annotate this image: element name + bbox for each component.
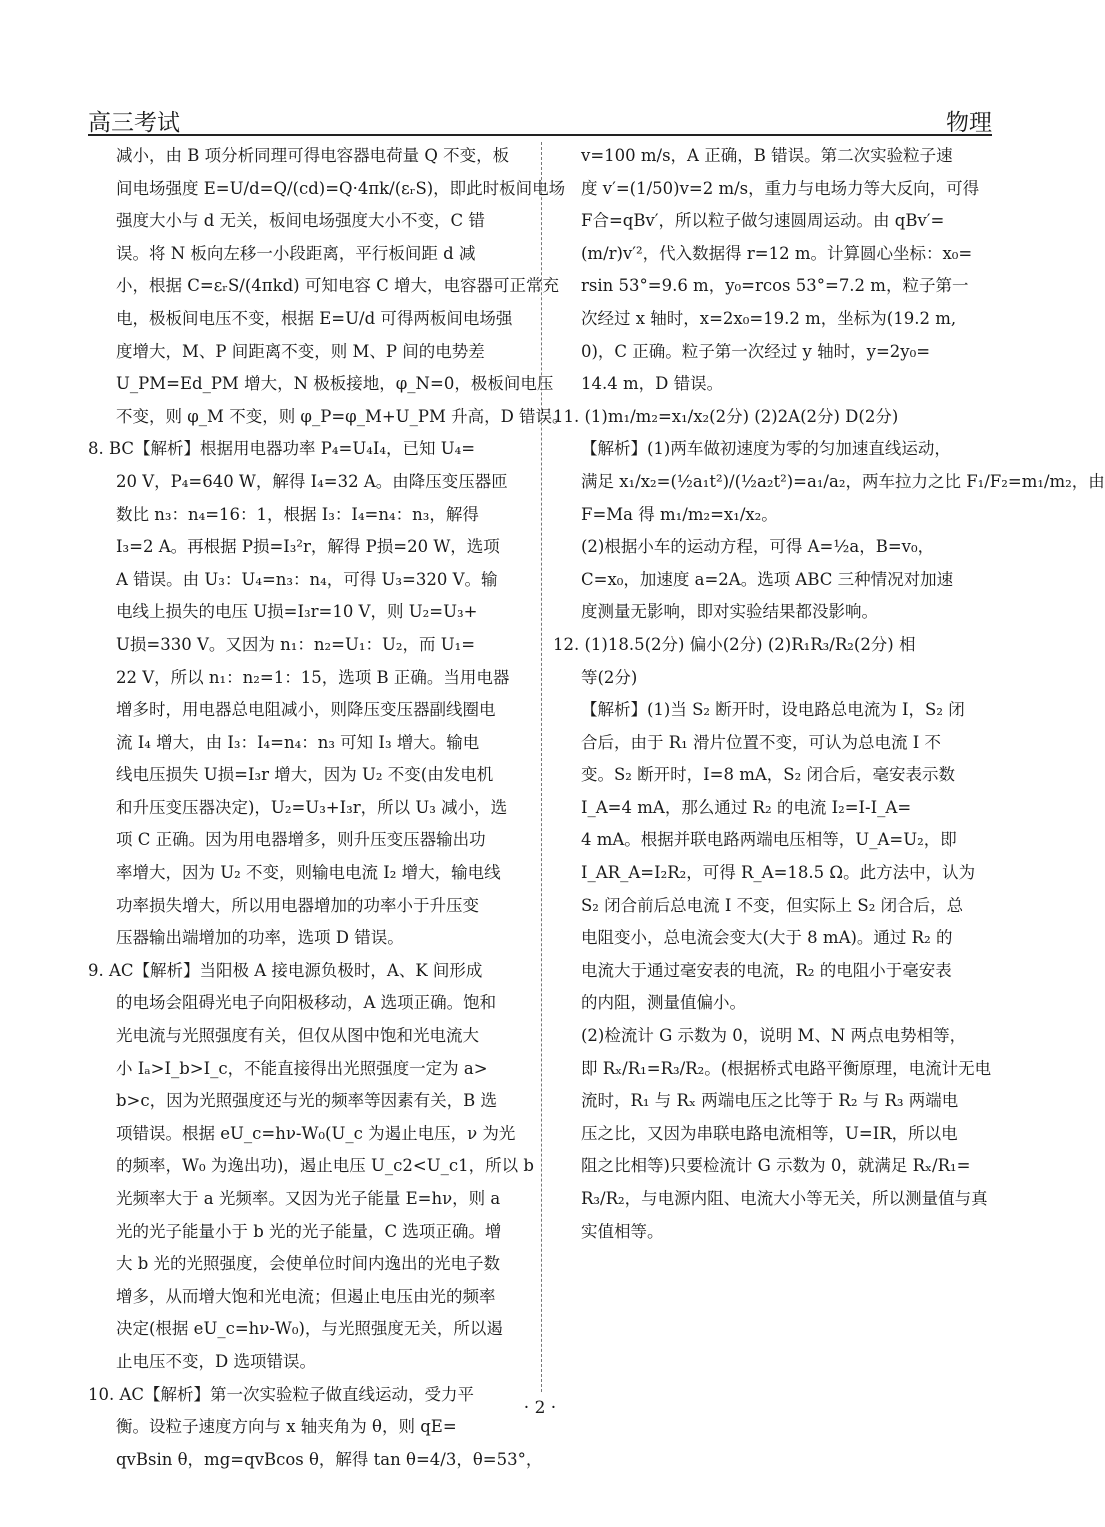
text-line: 光频率大于 a 光频率。又因为光子能量 E=hν，则 a xyxy=(116,1189,501,1208)
text-line: 4 mA。根据并联电路两端电压相等，U_A=U₂，即 xyxy=(581,830,957,850)
text-line: (2)根据小车的运动方程，可得 A=½a，B=v₀， xyxy=(581,537,935,557)
text-line: 9. AC【解析】当阳极 A 接电源负极时，A、K 间形成 xyxy=(88,960,483,980)
text-line: C=x₀，加速度 a=2A。选项 ABC 三种情况对加速 xyxy=(581,569,954,589)
text-line: 【解析】(1)两车做初速度为零的匀加速直线运动， xyxy=(581,439,951,459)
text-line: 20 V，P₄=640 W，解得 I₄=32 A。由降压变压器匝 xyxy=(116,471,508,491)
text-line: 大 b 光的光照强度，会使单位时间内逸出的光电子数 xyxy=(116,1254,501,1274)
text-line: 的内阻，测量值偏小。 xyxy=(581,993,746,1013)
text-line: (m/r)v′²，代入数据得 r=12 m。计算圆心坐标：x₀= xyxy=(581,243,973,263)
text-line: 衡。设粒子速度方向与 x 轴夹角为 θ，则 qE= xyxy=(116,1417,457,1437)
text-line: S₂ 闭合前后总电流 I 不变，但实际上 S₂ 闭合后，总 xyxy=(581,895,964,915)
text-line: 误。将 N 板向左移一小段距离，平行板间距 d 减 xyxy=(116,243,476,263)
text-line: 10. AC【解析】第一次实验粒子做直线运动，受力平 xyxy=(88,1384,475,1404)
text-line: 功率损失增大，所以用电器增加的功率小于升压变 xyxy=(116,895,479,915)
text-line: U损=330 V。又因为 n₁：n₂=U₁：U₂，而 U₁= xyxy=(116,634,476,654)
text-line: 增多，从而增大饱和光电流；但遏止电压由光的频率 xyxy=(116,1286,496,1306)
text-line: 项错误。根据 eU_c=hν-W₀(U_c 为遏止电压，ν 为光 xyxy=(116,1123,516,1143)
text-line: 和升压变压器决定)，U₂=U₃+I₃r，所以 U₃ 减小，选 xyxy=(116,797,508,817)
text-line: 率增大，因为 U₂ 不变，则输电电流 I₂ 增大，输电线 xyxy=(116,863,501,883)
text-line: 光电流与光照强度有关，但仅从图中饱和光电流大 xyxy=(116,1026,479,1046)
text-line: I_A=4 mA，那么通过 R₂ 的电流 I₂=I-I_A= xyxy=(581,797,912,817)
text-line: 电流大于通过毫安表的电流，R₂ 的电阻小于毫安表 xyxy=(581,960,952,980)
text-line: 22 V，所以 n₁：n₂=1：15，选项 B 正确。当用电器 xyxy=(116,667,510,687)
text-line: 增多时，用电器总电阻减小，则降压变压器副线圈电 xyxy=(116,700,496,720)
text-line: 的频率，W₀ 为逸出功)，遏止电压 U_c2<U_c1，所以 b xyxy=(116,1156,534,1176)
text-line: U_PM=Ed_PM 增大，N 极板接地，φ_N=0，极板间电压 xyxy=(116,374,554,394)
text-line: 数比 n₃：n₄=16：1，根据 I₃：I₄=n₄：n₃，解得 xyxy=(116,504,479,524)
text-line: 11. (1)m₁/m₂=x₁/x₂(2分) (2)2A(2分) D(2分) xyxy=(553,406,899,426)
text-line: 电，极板间电压不变，根据 E=U/d 可得两板间电场强 xyxy=(116,308,513,328)
text-line: 即 Rₓ/R₁=R₃/R₂。(根据桥式电路平衡原理，电流计无电 xyxy=(581,1058,992,1078)
text-line: rsin 53°=9.6 m，y₀=rcos 53°=7.2 m，粒子第一 xyxy=(581,276,969,296)
text-line: 阻之比相等)只要检流计 G 示数为 0，就满足 Rₓ/R₁= xyxy=(581,1156,971,1176)
header-rule xyxy=(88,134,992,136)
text-line: 光的光子能量小于 b 光的光子能量，C 选项正确。增 xyxy=(116,1221,502,1241)
text-line: R₃/R₂，与电源内阻、电流大小等无关，所以测量值与真 xyxy=(581,1189,988,1208)
header-title: 高三考试 xyxy=(88,110,180,136)
text-line: 次经过 x 轴时，x=2x₀=19.2 m，坐标为(19.2 m, xyxy=(581,308,957,328)
text-line: v=100 m/s，A 正确，B 错误。第二次实验粒子速 xyxy=(581,146,953,165)
text-line: 止电压不变，D 选项错误。 xyxy=(116,1351,316,1371)
text-line: 12. (1)18.5(2分) 偏小(2分) (2)R₁R₃/R₂(2分) 相 xyxy=(553,634,916,654)
text-line: 压器输出端增加的功率，选项 D 错误。 xyxy=(116,928,404,948)
text-line: (2)检流计 G 示数为 0，说明 M、N 两点电势相等， xyxy=(581,1026,967,1046)
text-line: 14.4 m，D 错误。 xyxy=(581,374,724,394)
text-line: 流 I₄ 增大，由 I₃：I₄=n₄：n₃ 可知 I₃ 增大。输电 xyxy=(116,732,480,752)
text-line: 强度大小与 d 无关，板间电场强度大小不变，C 错 xyxy=(116,211,485,231)
page-number: · 2 · xyxy=(523,1398,557,1418)
text-line: 小，根据 C=εᵣS/(4πkd) 可知电容 C 增大，电容器可正常充 xyxy=(116,276,559,296)
text-line: 度测量无影响，即对实验结果都没影响。 xyxy=(581,602,878,622)
column-divider xyxy=(541,142,542,1392)
text-line: 线电压损失 U损=I₃r 增大，因为 U₂ 不变(由发电机 xyxy=(116,765,494,785)
text-line: 不变，则 φ_M 不变，则 φ_P=φ_M+U_PM 升高，D 错误。 xyxy=(116,406,569,426)
text-line: b>c，因为光照强度还与光的频率等因素有关，B 选 xyxy=(116,1091,497,1111)
text-line: 8. BC【解析】根据用电器功率 P₄=U₄I₄，已知 U₄= xyxy=(88,439,476,459)
text-line: 0)，C 正确。粒子第一次经过 y 轴时，y=2y₀= xyxy=(581,341,931,361)
right-column xyxy=(553,140,1105,1248)
text-line: qvBsin θ，mg=qvBcos θ，解得 tan θ=4/3，θ=53°， xyxy=(116,1449,543,1469)
text-line: 间电场强度 E=U/d=Q/(cd)=Q·4πk/(εᵣS)，即此时板间电场 xyxy=(116,178,566,198)
text-line: F=Ma 得 m₁/m₂=x₁/x₂。 xyxy=(581,504,778,524)
text-line: 度 v′=(1/50)v=2 m/s，重力与电场力等大反向，可得 xyxy=(581,178,980,198)
text-line: A 错误。由 U₃：U₄=n₃：n₄，可得 U₃=320 V。输 xyxy=(116,569,498,589)
text-line: 项 C 正确。因为用电器增多，则升压变压器输出功 xyxy=(116,830,486,850)
text-line: 减小，由 B 项分析同理可得电容器电荷量 Q 不变，板 xyxy=(116,146,510,165)
text-line: 合后，由于 R₁ 滑片位置不变，可认为总电流 I 不 xyxy=(581,732,942,752)
text-line: 实值相等。 xyxy=(581,1221,664,1241)
text-line: 电阻变小，总电流会变大(大于 8 mA)。通过 R₂ 的 xyxy=(581,928,953,948)
text-line: 变。S₂ 断开时，I=8 mA，S₂ 闭合后，毫安表示数 xyxy=(581,765,955,785)
header-subject: 物理 xyxy=(946,110,992,136)
text-line: I_AR_A=I₂R₂，可得 R_A=18.5 Ω。此方法中，认为 xyxy=(581,863,976,883)
text-line: 电线上损失的电压 U损=I₃r=10 V，则 U₂=U₃+ xyxy=(116,602,478,622)
text-line: 【解析】(1)当 S₂ 断开时，设电路总电流为 I，S₂ 闭 xyxy=(581,700,965,720)
text-line: 的电场会阻碍光电子向阳极移动，A 选项正确。饱和 xyxy=(116,993,497,1013)
text-line: 等(2分) xyxy=(581,667,638,687)
text-line: 满足 x₁/x₂=(½a₁t²)/(½a₂t²)=a₁/a₂，两车拉力之比 F₁/F₂=m₁/m₂，由 xyxy=(581,471,1105,491)
text-line: 度增大，M、P 间距离不变，则 M、P 间的电势差 xyxy=(116,341,485,361)
left-column xyxy=(88,140,569,1476)
text-line: I₃=2 A。再根据 P损=I₃²r，解得 P损=20 W，选项 xyxy=(116,537,500,557)
text-line: 压之比，又因为串联电路电流相等，U=IR，所以电 xyxy=(581,1123,958,1143)
text-line: F合=qBv′，所以粒子做匀速圆周运动。由 qBv′= xyxy=(581,211,945,231)
text-line: 小 Iₐ>I_b>I_c，不能直接得出光照强度一定为 a> xyxy=(116,1058,488,1078)
text-line: 决定(根据 eU_c=hν-W₀)，与光照强度无关，所以遏 xyxy=(116,1319,503,1339)
text-line: 流时，R₁ 与 Rₓ 两端电压之比等于 R₂ 与 R₃ 两端电 xyxy=(581,1091,959,1111)
